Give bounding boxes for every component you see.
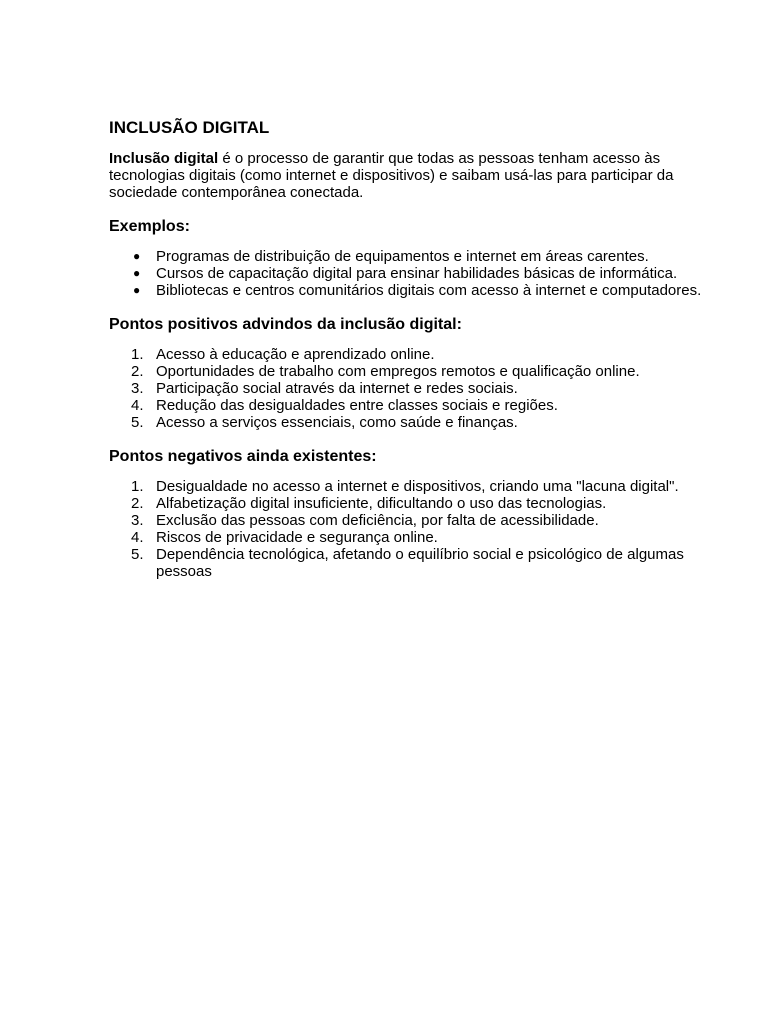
list-item-text: Desigualdade no acesso a internet e dispositivos, criando uma "lacuna digital". (156, 478, 679, 495)
list-item (109, 346, 709, 363)
negatives-list (109, 478, 709, 580)
list-item (109, 414, 709, 431)
list-item (109, 282, 709, 299)
list-item-text: Programas de distribuição de equipamentos e internet em áreas carentes. (156, 248, 649, 265)
list-number: 1. (131, 346, 144, 363)
positives-list (109, 346, 709, 431)
list-number: 4. (131, 529, 144, 546)
document-page (109, 117, 709, 580)
list-item (109, 529, 709, 546)
list-item (109, 546, 709, 580)
list-item (109, 248, 709, 265)
positives-heading: Pontos positivos advindos da inclusão digital: (109, 316, 462, 333)
document-title: INCLUSÃO DIGITAL (109, 118, 270, 137)
list-item-text: Acesso a serviços essenciais, como saúde e finanças. (156, 414, 518, 431)
intro-definition: é o processo de garantir que todas as pessoas tenham acesso às tecnologias digitais (como internet e dispositivos) e saibam usá-las para participar da sociedade contemporânea conectada. (109, 150, 674, 201)
list-item-text: Exclusão das pessoas com deficiência, por falta de acessibilidade. (156, 512, 599, 529)
list-item-text: Dependência tecnológica, afetando o equilíbrio social e psicológico de algumas pessoas (156, 546, 684, 580)
list-item (109, 478, 709, 495)
list-item-text: Acesso à educação e aprendizado online. (156, 346, 435, 363)
list-number: 3. (131, 512, 144, 529)
list-item (109, 397, 709, 414)
intro-paragraph (109, 150, 709, 201)
list-item-text: Riscos de privacidade e segurança online. (156, 529, 438, 546)
list-item (109, 363, 709, 380)
bullet-icon: ● (133, 249, 141, 263)
list-item (109, 495, 709, 512)
list-item-text: Alfabetização digital insuficiente, dificultando o uso das tecnologias. (156, 495, 607, 512)
bullet-icon: ● (133, 266, 141, 280)
list-item (109, 380, 709, 397)
list-item (109, 265, 709, 282)
list-number: 2. (131, 363, 144, 380)
list-number: 2. (131, 495, 144, 512)
list-number: 1. (131, 478, 144, 495)
list-item-text: Cursos de capacitação digital para ensinar habilidades básicas de informática. (156, 265, 678, 282)
examples-list (109, 248, 709, 299)
list-number: 4. (131, 397, 144, 414)
list-number: 5. (131, 414, 144, 431)
list-number: 5. (131, 546, 144, 563)
list-item (109, 512, 709, 529)
bullet-icon: ● (133, 283, 141, 297)
list-number: 3. (131, 380, 144, 397)
examples-heading: Exemplos: (109, 218, 190, 235)
list-item-text: Participação social através da internet e redes sociais. (156, 380, 518, 397)
list-item-text: Redução das desigualdades entre classes sociais e regiões. (156, 397, 558, 414)
list-item-text: Bibliotecas e centros comunitários digitais com acesso à internet e computadores. (156, 282, 702, 299)
negatives-heading: Pontos negativos ainda existentes: (109, 448, 377, 465)
intro-term: Inclusão digital (109, 150, 219, 167)
list-item-text: Oportunidades de trabalho com empregos remotos e qualificação online. (156, 363, 640, 380)
